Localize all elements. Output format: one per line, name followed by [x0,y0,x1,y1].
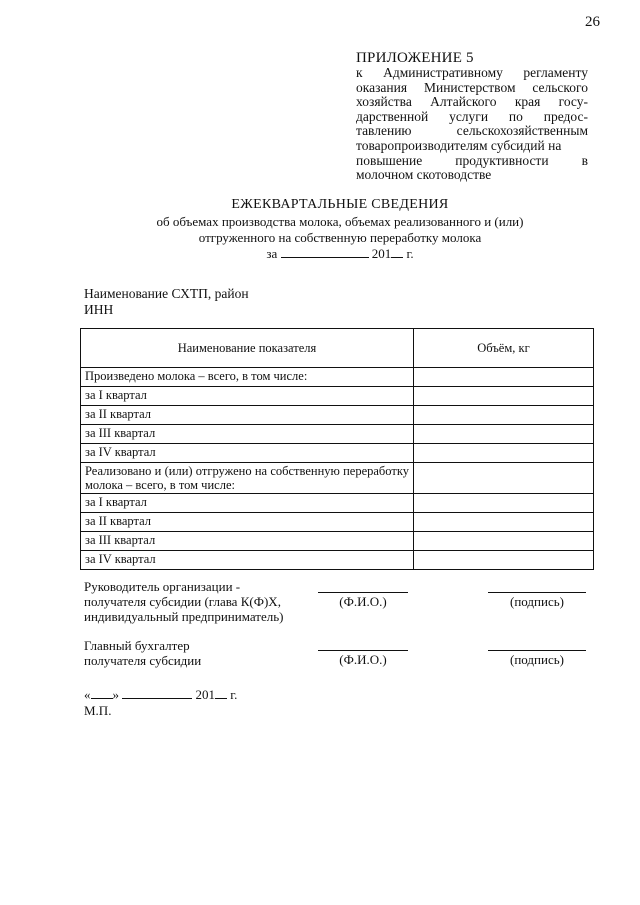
volume-cell[interactable] [414,406,594,425]
volume-cell[interactable] [414,444,594,463]
date-line: « » 201 г. [84,687,238,702]
volume-cell[interactable] [414,387,594,406]
head-sign-line[interactable] [488,592,586,593]
report-period: за 201 г. [266,246,414,261]
table-row: за I квартал [81,494,594,513]
stamp-label: М.П. [84,703,112,718]
head-signature-label: Руководитель организации - получателя субсидии (глава К(Ф)Х, индивидуальный предприниматель) [84,579,284,624]
table-row: за I квартал [81,387,594,406]
head-sign-caption: (подпись) [510,594,564,609]
appendix-block: ПРИЛОЖЕНИЕ 5 к Административному регламенту оказания Министерством сельского хозяйства Алтайского края госу- дарственной услуги по предос- тавлению сельскохозяйственным товаропроизводителям субсидий на повышение продуктивности в молочном скотоводстве [356,50,588,183]
table-row: Реализовано и (или) отгружено на собственную переработку молока – всего, в том числе: [81,463,594,494]
report-title: ЕЖЕКВАРТАЛЬНЫЕ СВЕДЕНИЯ [231,197,449,212]
appendix-title: ПРИЛОЖЕНИЕ 5 [356,50,474,66]
accountant-signature-label: Главный бухгалтер получателя субсидии [84,638,202,668]
volume-cell[interactable] [414,551,594,570]
table-row: за III квартал [81,532,594,551]
day-blank[interactable] [91,687,113,699]
page-number: 26 [585,14,600,30]
report-subtitle-line2: отгруженного на собственную переработку молока [198,230,482,245]
volume-cell[interactable] [414,463,594,494]
volume-cell[interactable] [414,532,594,551]
head-fio-line[interactable] [318,592,408,593]
volume-cell[interactable] [414,513,594,532]
table-row: Произведено молока – всего, в том числе: [81,368,594,387]
report-heading [60,197,620,262]
accountant-sign-caption: (подпись) [510,652,564,667]
inn-label: ИНН [84,302,114,317]
accountant-fio-caption: (Ф.И.О.) [339,652,387,667]
month-blank[interactable] [122,687,192,699]
date-block [84,687,237,719]
accountant-fio-line[interactable] [318,650,408,651]
period-blank [281,246,369,258]
table-row: за II квартал [81,406,594,425]
volume-cell[interactable] [414,368,594,387]
table-row: за III квартал [81,425,594,444]
table-header-row [81,329,594,368]
volume-cell[interactable] [414,425,594,444]
table-row: за II квартал [81,513,594,532]
report-subtitle-line1: об объемах производства молока, объемах реализованного и (или) [156,214,524,229]
column-header-volume: Объём, кг [414,329,594,368]
year-blank [391,246,403,258]
table-row: за IV квартал [81,551,594,570]
table-row: за IV квартал [81,444,594,463]
volume-cell[interactable] [414,494,594,513]
org-name-label: Наименование СХТП, район [84,286,249,301]
column-header-indicator: Наименование показателя [81,329,414,368]
org-block [84,286,249,318]
accountant-sign-line[interactable] [488,650,586,651]
data-table [80,328,594,570]
head-fio-caption: (Ф.И.О.) [339,594,387,609]
date-year-blank[interactable] [215,687,227,699]
